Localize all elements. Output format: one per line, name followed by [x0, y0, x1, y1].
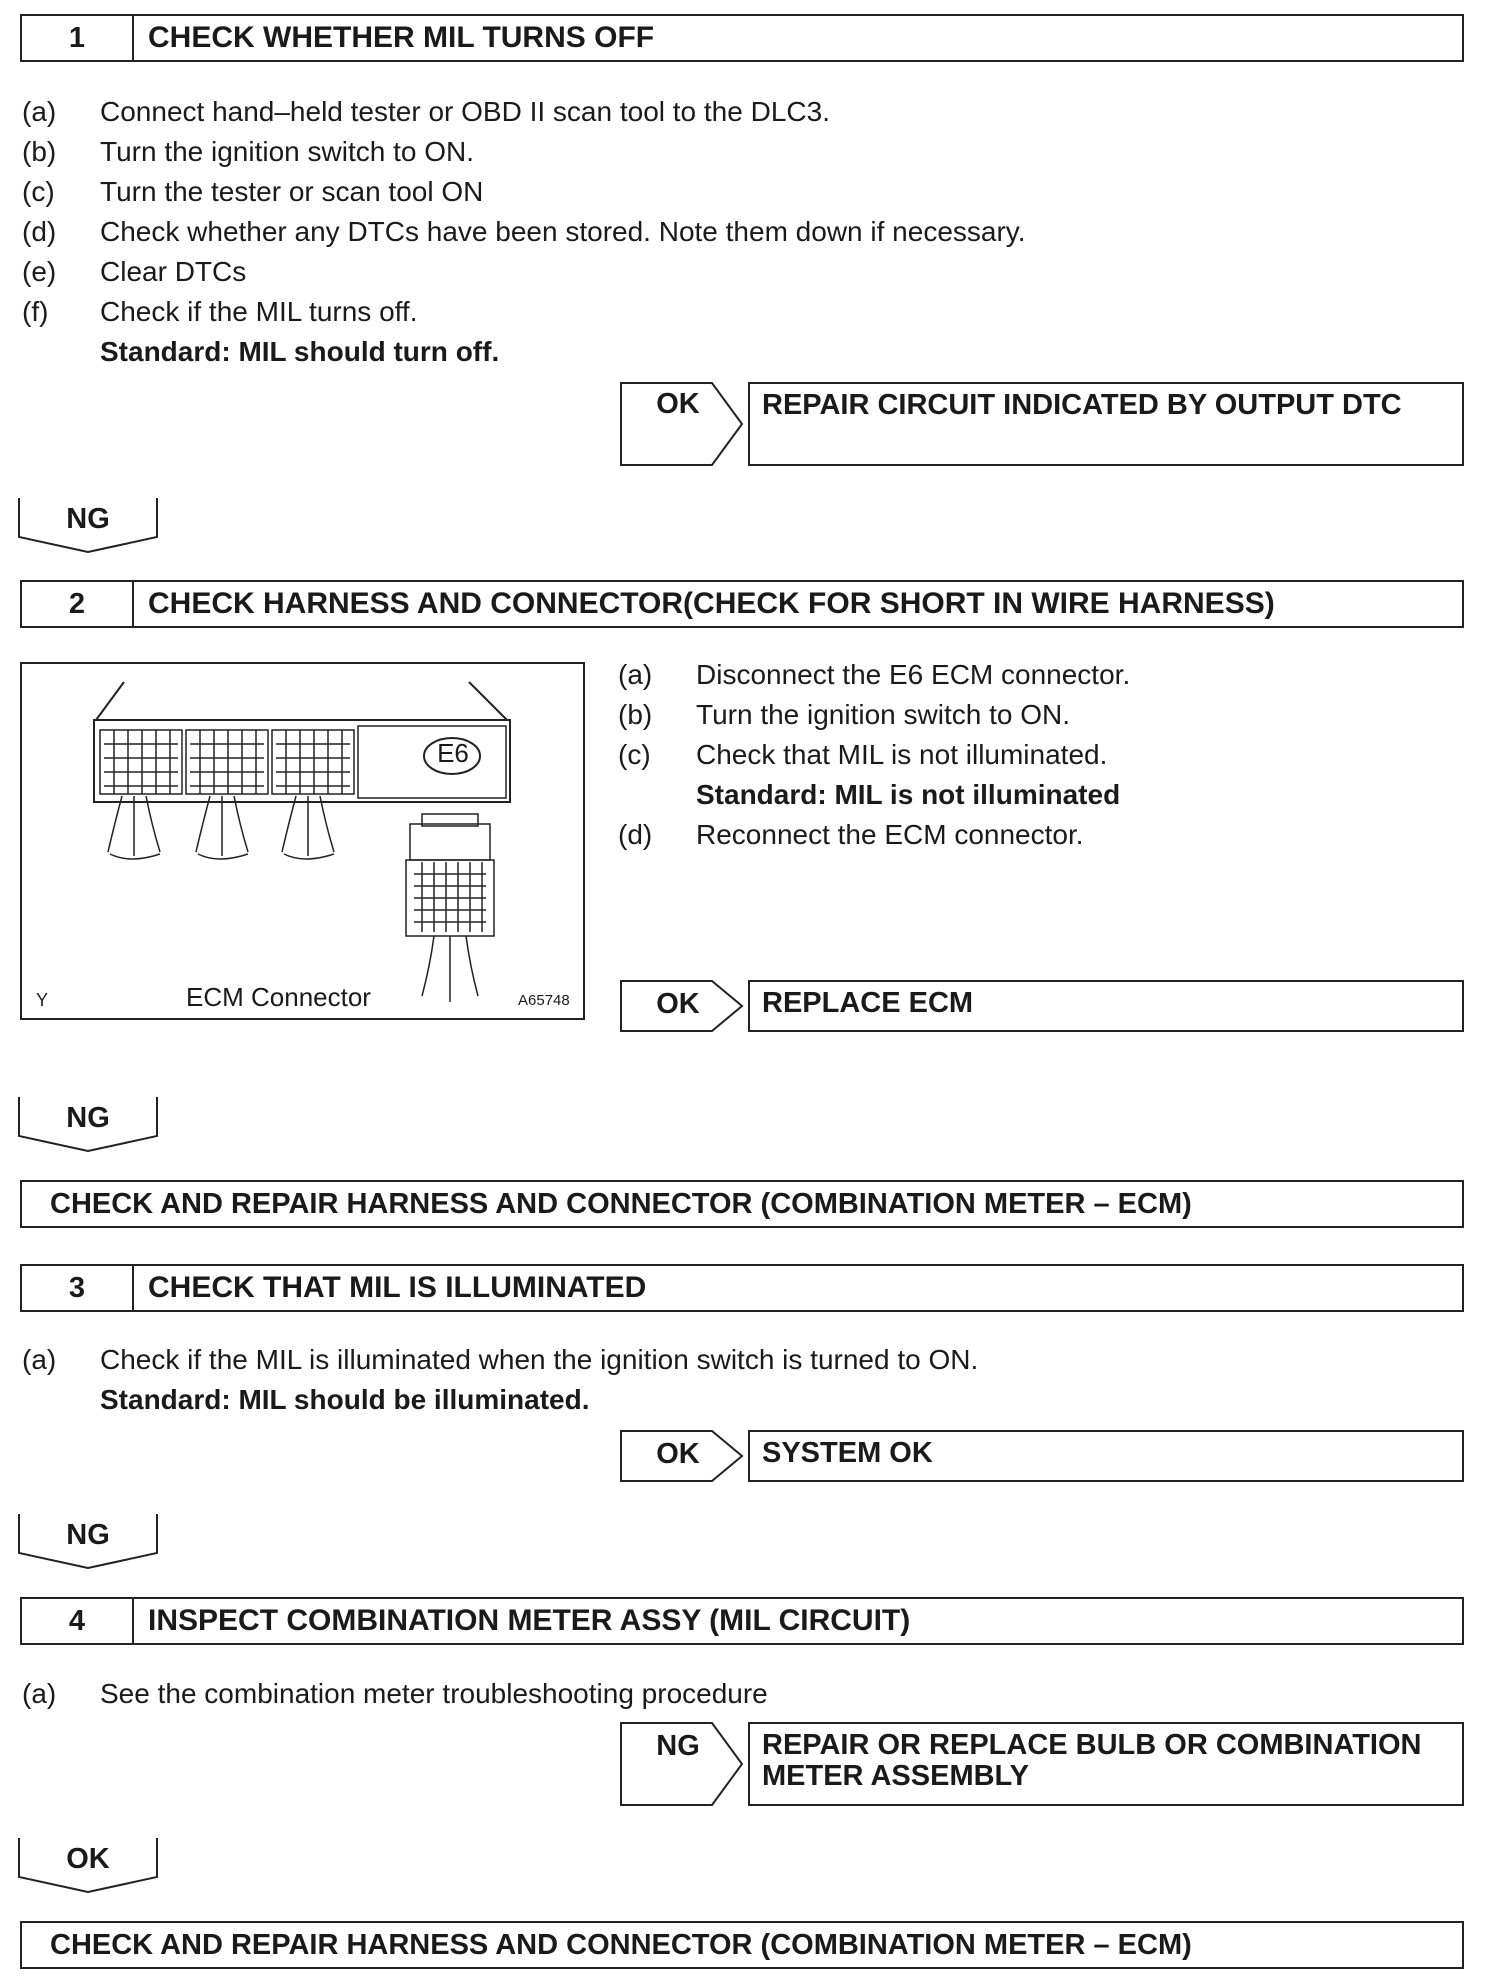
- item-text: Reconnect the ECM connector.: [696, 819, 1084, 850]
- item-text: Turn the ignition switch to ON.: [696, 699, 1071, 730]
- branch-label: OK: [656, 988, 700, 1020]
- ecm-connector-figure: [20, 662, 585, 1020]
- item-label: (d): [618, 819, 653, 850]
- item-label: (d): [22, 216, 57, 247]
- item-label: (c): [22, 176, 55, 207]
- item-label: (a): [22, 1678, 57, 1709]
- result-box: [748, 1430, 1464, 1482]
- down-label: OK: [66, 1843, 110, 1875]
- step-3-header: [20, 1264, 1464, 1312]
- step-number: 2: [22, 582, 134, 626]
- ng-down-arrow: [18, 1513, 158, 1569]
- item-text: Check that MIL is not illuminated.: [696, 739, 1108, 770]
- item-text: Check if the MIL is illuminated when the ignition switch is turned to ON.: [100, 1344, 979, 1375]
- step-number: 1: [22, 16, 134, 60]
- figure-caption: ECM Connector: [186, 982, 371, 1012]
- standard-text: Standard: MIL should turn off.: [100, 336, 500, 367]
- result-text: SYSTEM OK: [762, 1437, 933, 1469]
- item-label: (b): [618, 699, 653, 730]
- ng-down-arrow: [18, 1096, 158, 1152]
- item-text: Clear DTCs: [100, 256, 247, 287]
- final-action-text: CHECK AND REPAIR HARNESS AND CONNECTOR (COMBINATION METER – ECM): [50, 1188, 1192, 1220]
- step-title: CHECK THAT MIL IS ILLUMINATED: [148, 1271, 647, 1304]
- branch-label: OK: [656, 388, 700, 420]
- result-text: REPAIR CIRCUIT INDICATED BY OUTPUT DTC: [762, 389, 1402, 421]
- figure-code: A65748: [518, 992, 570, 1009]
- connector-tag: E6: [437, 738, 469, 768]
- step-4-header: [20, 1597, 1464, 1645]
- step-1-header: [20, 14, 1464, 62]
- result-text-line-1: REPAIR OR REPLACE BULB OR COMBINATION: [762, 1729, 1422, 1761]
- result-text-line-2: METER ASSEMBLY: [762, 1760, 1029, 1792]
- item-text: See the combination meter troubleshooting procedure: [100, 1678, 768, 1709]
- final-action-text: CHECK AND REPAIR HARNESS AND CONNECTOR (COMBINATION METER – ECM): [50, 1929, 1192, 1961]
- item-text: Disconnect the E6 ECM connector.: [696, 659, 1131, 690]
- step-title: CHECK WHETHER MIL TURNS OFF: [148, 21, 655, 54]
- result-box: [748, 980, 1464, 1032]
- final-action-box: [20, 1921, 1464, 1969]
- item-label: (a): [618, 659, 653, 690]
- item-label: (f): [22, 296, 49, 327]
- item-label: (c): [618, 739, 651, 770]
- item-text: Connect hand–held tester or OBD II scan tool to the DLC3.: [100, 96, 830, 127]
- branch-label: NG: [656, 1730, 700, 1762]
- item-label: (a): [22, 96, 57, 127]
- item-text: Turn the tester or scan tool ON: [100, 176, 484, 207]
- ok-down-arrow: [18, 1837, 158, 1893]
- result-box: [748, 1722, 1464, 1806]
- result-text: REPLACE ECM: [762, 987, 974, 1019]
- down-label: NG: [66, 1519, 110, 1551]
- step-title: INSPECT COMBINATION METER ASSY (MIL CIRCUIT): [148, 1604, 911, 1637]
- item-label: (b): [22, 136, 57, 167]
- step-2-header: [20, 580, 1464, 628]
- standard-text: Standard: MIL is not illuminated: [696, 779, 1121, 810]
- result-box: [748, 382, 1464, 466]
- step-title: CHECK HARNESS AND CONNECTOR(CHECK FOR SHORT IN WIRE HARNESS): [148, 587, 1275, 620]
- branch-label: OK: [656, 1438, 700, 1470]
- item-text: Check if the MIL turns off.: [100, 296, 418, 327]
- item-text: Turn the ignition switch to ON.: [100, 136, 475, 167]
- standard-text: Standard: MIL should be illuminated.: [100, 1384, 590, 1415]
- item-text: Check whether any DTCs have been stored. Note them down if necessary.: [100, 216, 1026, 247]
- item-label: (e): [22, 256, 57, 287]
- down-label: NG: [66, 1102, 110, 1134]
- ng-down-arrow: [18, 497, 158, 553]
- step-number: 4: [22, 1599, 134, 1643]
- ecm-connector-illustration: [22, 664, 583, 1018]
- step-number: 3: [22, 1266, 134, 1310]
- item-label: (a): [22, 1344, 57, 1375]
- final-action-box: [20, 1180, 1464, 1228]
- figure-corner-letter: Y: [36, 990, 49, 1010]
- down-label: NG: [66, 503, 110, 535]
